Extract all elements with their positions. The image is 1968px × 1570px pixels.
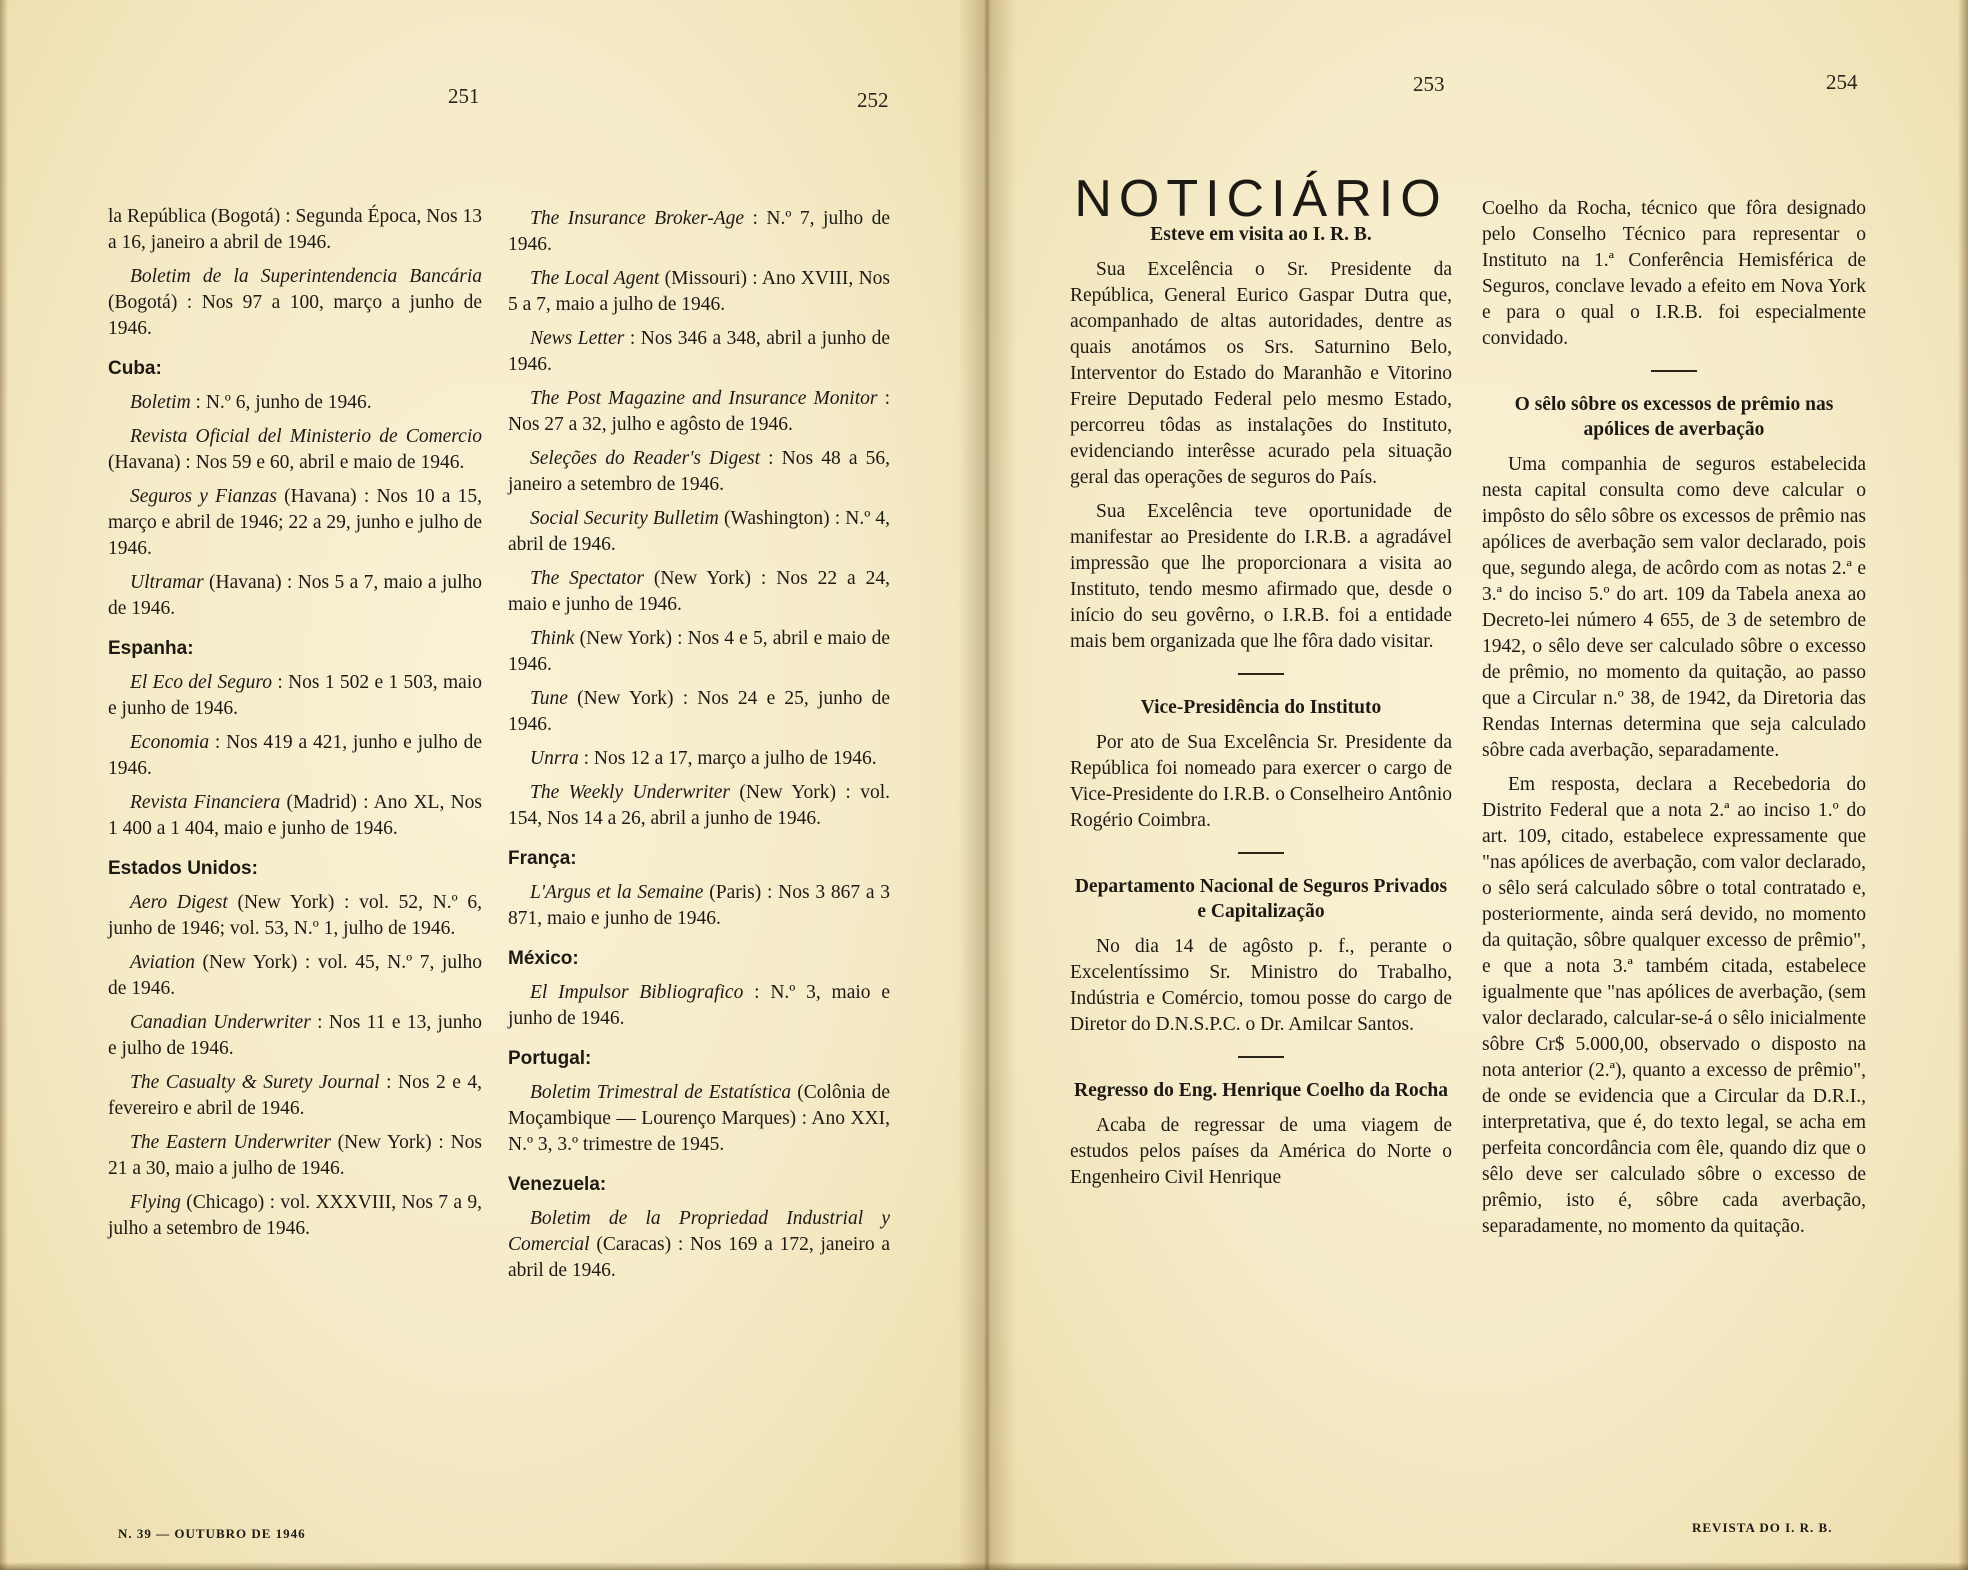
list-item: Aero Digest (New York) : vol. 52, N.º 6, junho de 1946; vol. 53, N.º 1, julho de 1946. xyxy=(108,892,483,939)
list-item: The Eastern Underwriter (New York) : Nos 21 a 30, maio a julho de 1946. xyxy=(108,1132,482,1179)
news-heading: Vice-Presidência do Instituto xyxy=(1140,697,1382,718)
list-item: The Casualty & Surety Journal : Nos 2 e 4, fevereiro e abril de 1946. xyxy=(108,1072,482,1119)
news-heading: Esteve em visita ao I. R. B. xyxy=(1150,224,1372,245)
list-item: Revista Financiera (Madrid) : Ano XL, Nos 1 400 a 1 404, maio e junho de 1946. xyxy=(108,792,482,839)
list-item: Boletim : N.º 6, junho de 1946. xyxy=(130,392,372,413)
list-item: Boletim Trimestral de Estatística (Colônia de Moçambique — Lourenço Marques) : Ano XXI, N.º 3, 3.º trimestre de 1945. xyxy=(508,1082,890,1155)
news-heading: Regresso do Eng. Henrique Coelho da Rocha xyxy=(1074,1080,1448,1101)
list-item: Flying (Chicago) : vol. XXXVIII, Nos 7 a 9, julho a setembro de 1946. xyxy=(108,1192,482,1239)
list-item: The Local Agent (Missouri) : Ano XVIII, Nos 5 a 7, maio a julho de 1946. xyxy=(508,268,890,315)
paragraph: Sua Excelência teve oportunidade de manifestar ao Presidente do I.R.B. a agradável impressão que lhe proporcionara a visita ao Instituto, tendo mesmo afirmado que, desde o início do seu govêrno, o I.R.B. foi a entidade mais bem organizada que lhe fôra dado visitar. xyxy=(1070,501,1452,652)
list-item: News Letter : Nos 346 a 348, abril a junho de 1946. xyxy=(508,328,890,375)
list-item: El Eco del Seguro : Nos 1 502 e 1 503, maio e junho de 1946. xyxy=(108,672,482,719)
list-item: Seleções do Reader's Digest : Nos 48 a 56, janeiro a setembro de 1946. xyxy=(508,448,891,495)
paragraph: Em resposta, declara a Recebedoria do Distrito Federal que a nota 2.ª ao inciso 1.º do art. 109, citado, estabelece expressamente que "nas apólices de averbação, com valor declarado, o sêlo será calculado sôbre o total contratado e, posteriormente, ainda será devido, no momento da quitação, sôbre qualquer excesso de prêmio", e que a nota 3.ª também citada, estabelece igualmente que "nas apólices de averbação, (sem valor declarado, calcular-se-á o sêlo inicialmente sôbre Cr$ 5.000,00, observado o disposto na nota anterior (2.ª), quanto a excesso de prêmio", de onde se evidencia que a Circular da D.R.I., interpretativa, que é, do texto legal, se acha em perfeita concordância com êle, quando diz que o sêlo deve ser calculado sôbre o excesso de prêmio, isto é, sôbre cada averbação, separadamente, no momento da quitação. xyxy=(1482,774,1866,1237)
paragraph: Uma companhia de seguros estabelecida nesta capital consulta como deve calcular o impôsto do sêlo sôbre os excessos de prêmio nas apólices de averbação sem valor declarado, pois que, segundo alega, de acôrdo com as notas 2.ª e 3.ª do inciso 5.º do art. 109 da Tabela anexa ao Decreto-lei número 4 655, de 3 de setembro de 1942, o sêlo deve ser calculado sôbre o excesso de prêmio, no momento da quitação, ao passo que a Circular n.º 38, de 1942, da Diretoria das Rendas Internas determina que seja calculado sôbre cada averbação, separadamente. xyxy=(1482,454,1866,761)
list-item: Social Security Bulletim (Washington) : N.º 4, abril de 1946. xyxy=(508,508,890,555)
list-item: Unrra : Nos 12 a 17, março a julho de 1946. xyxy=(530,748,877,769)
section-title: NOTICIÁRIO xyxy=(1074,170,1448,228)
divider xyxy=(1651,370,1697,372)
country-heading: Espanha: xyxy=(108,638,194,659)
list-item: Seguros y Fianzas (Havana) : Nos 10 a 15, março e abril de 1946; 22 a 29, junho e julho de 1946. xyxy=(108,486,482,559)
country-heading: França: xyxy=(508,848,577,869)
divider xyxy=(1238,852,1284,854)
country-heading: Portugal: xyxy=(508,1048,592,1069)
list-item: Think (New York) : Nos 4 e 5, abril e maio de 1946. xyxy=(508,628,890,675)
column-page-253 xyxy=(1070,170,1452,1199)
divider xyxy=(1238,673,1284,675)
list-item: Revista Oficial del Ministerio de Comercio (Havana) : Nos 59 e 60, abril e maio de 1946. xyxy=(108,426,482,473)
country-heading: Estados Unidos: xyxy=(108,858,258,879)
footer-magazine: REVISTA DO I. R. B. xyxy=(1692,1520,1833,1535)
page-number-251: 251 xyxy=(448,84,480,108)
divider xyxy=(1238,1056,1284,1058)
list-item: Canadian Underwriter : Nos 11 e 13, junho e julho de 1946. xyxy=(108,1012,482,1059)
list-item: The Insurance Broker-Age : N.º 7, julho de 1946. xyxy=(508,208,890,255)
page-number-253: 253 xyxy=(1413,72,1445,96)
column-page-254 xyxy=(1482,196,1866,1248)
list-item: Tune (New York) : Nos 24 e 25, junho de 1946. xyxy=(508,688,890,735)
list-item: The Spectator (New York) : Nos 22 a 24, maio e junho de 1946. xyxy=(508,568,891,615)
list-item: The Post Magazine and Insurance Monitor : Nos 27 a 32, julho e agôsto de 1946. xyxy=(508,388,890,435)
paragraph: Por ato de Sua Excelência Sr. Presidente da República foi nomeado para exercer o cargo de Vice-Presidente do I.R.B. o Conselheiro Antônio Rogério Coimbra. xyxy=(1070,732,1452,831)
list-item: Economia : Nos 419 a 421, junho e julho de 1946. xyxy=(108,732,482,779)
list-item: Boletim de la Superintendencia Bancária (Bogotá) : Nos 97 a 100, março a junho de 1946. xyxy=(108,266,482,339)
news-heading: Departamento Nacional de Seguros Privados e Capitalização xyxy=(1074,876,1448,922)
footer-issue: N. 39 — OUTUBRO DE 1946 xyxy=(118,1526,306,1541)
list-item: L'Argus et la Semaine (Paris) : Nos 3 867 a 3 871, maio e junho de 1946. xyxy=(508,882,891,929)
list-item: El Impulsor Bibliografico : N.º 3, maio e junho de 1946. xyxy=(508,982,890,1029)
country-heading: Venezuela: xyxy=(508,1174,607,1195)
paragraph: Acaba de regressar de uma viagem de estudos pelos países da América do Norte o Engenheiro Civil Henrique xyxy=(1070,1115,1452,1188)
list-item: Ultramar (Havana) : Nos 5 a 7, maio a julho de 1946. xyxy=(108,572,482,619)
column-page-251 xyxy=(108,204,482,1250)
paragraph: Sua Excelência o Sr. Presidente da República, General Eurico Gaspar Dutra que, acompanhado de altas autoridades, dentre as quais anotámos os Srs. Saturnino Belo, Interventor do Estado do Maranhão e Vitorino Freire Deputado Federal pelo mesmo Estado, percorreu tôdas as instalações do Instituto, evidenciando interêsse acurado pela situação geral das operações de seguros do País. xyxy=(1070,259,1452,488)
page-number-252: 252 xyxy=(857,88,889,112)
paragraph: No dia 14 de agôsto p. f., perante o Excelentíssimo Sr. Ministro do Trabalho, Indústria e Comércio, tomou posse do cargo de Diretor do D.N.S.P.C. o Dr. Amilcar Santos. xyxy=(1070,936,1452,1035)
country-heading: Cuba: xyxy=(108,358,162,379)
list-item: Boletim de la Propriedad Industrial y Comercial (Caracas) : Nos 169 a 172, janeiro a abril de 1946. xyxy=(508,1208,890,1281)
paragraph: Coelho da Rocha, técnico que fôra designado pelo Conselho Técnico para representar o Instituto na 1.ª Conferência Hemisférica de Seguros, conclave levado a efeito em Nova York e para o qual o I.R.B. foi especialmente convidado. xyxy=(1482,198,1866,349)
book-gutter xyxy=(958,0,1016,1570)
column-page-252 xyxy=(508,206,890,1292)
list-item: la República (Bogotá) : Segunda Época, Nos 13 a 16, janeiro a abril de 1946. xyxy=(108,206,482,253)
list-item: The Weekly Underwriter (New York) : vol. 154, Nos 14 a 26, abril a junho de 1946. xyxy=(508,782,891,829)
list-item: Aviation (New York) : vol. 45, N.º 7, julho de 1946. xyxy=(108,952,482,999)
country-heading: México: xyxy=(508,948,579,969)
news-heading: O sêlo sôbre os excessos de prêmio nas apólices de averbação xyxy=(1514,394,1834,440)
page-number-254: 254 xyxy=(1826,70,1858,94)
